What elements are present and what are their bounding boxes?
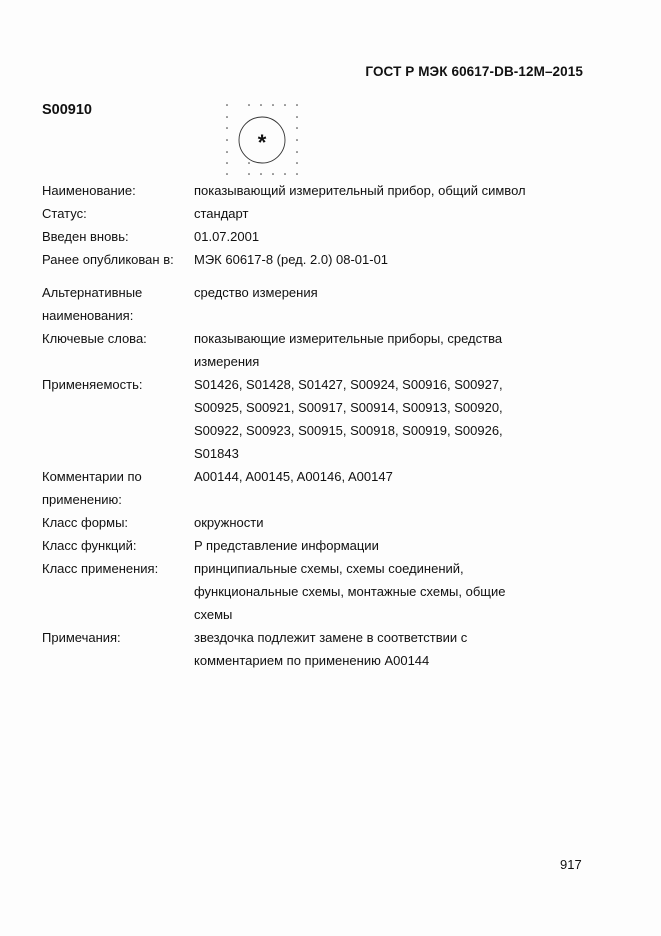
field-name: Наименование: показывающий измерительный прибор, общий символ bbox=[42, 183, 526, 198]
page-number: 917 bbox=[560, 857, 582, 872]
properties-list bbox=[42, 179, 562, 672]
field-status: Статус: стандарт bbox=[42, 206, 249, 221]
standard-header: ГОСТ Р МЭК 60617-DB-12M–2015 bbox=[365, 64, 583, 79]
symbol-graphic bbox=[220, 98, 304, 180]
field-keywords: Ключевые слова: показывающие измерительные приборы, средства измерения bbox=[42, 331, 503, 369]
field-notes: Примечания: звездочка подлежит замене в соответствии с комментарием по применению A00144 bbox=[42, 630, 468, 668]
field-alternative-names: Альтернативные наименования: средство измерения bbox=[42, 285, 318, 323]
symbol-code: S00910 bbox=[42, 102, 92, 118]
field-application-class: Класс применения: принципиальные схемы, схемы соединений, функциональные схемы, монтажные схемы, общие схемы bbox=[42, 561, 506, 622]
field-introduced: Введен вновь: 01.07.2001 bbox=[42, 229, 260, 244]
field-application-comments: Комментарии по применению: A00144, A00145, A00146, A00147 bbox=[42, 469, 393, 507]
field-applicability: Применяемость: S01426, S01428, S01427, S00924, S00916, S00927, S00925, S00921, S00917, S00914, S00913, S00920, S00922, S00923, S00915, S00918, S00919, S00926, S01843 bbox=[42, 377, 503, 461]
field-previously-published: Ранее опубликован в: МЭК 60617-8 (ред. 2.0) 08-01-01 bbox=[42, 252, 389, 267]
field-function-class: Класс функций: P представление информации bbox=[42, 538, 379, 553]
circle-with-asterisk-icon bbox=[220, 98, 304, 180]
field-shape-class: Класс формы: окружности bbox=[42, 515, 264, 530]
svg-text:*: * bbox=[257, 130, 267, 155]
